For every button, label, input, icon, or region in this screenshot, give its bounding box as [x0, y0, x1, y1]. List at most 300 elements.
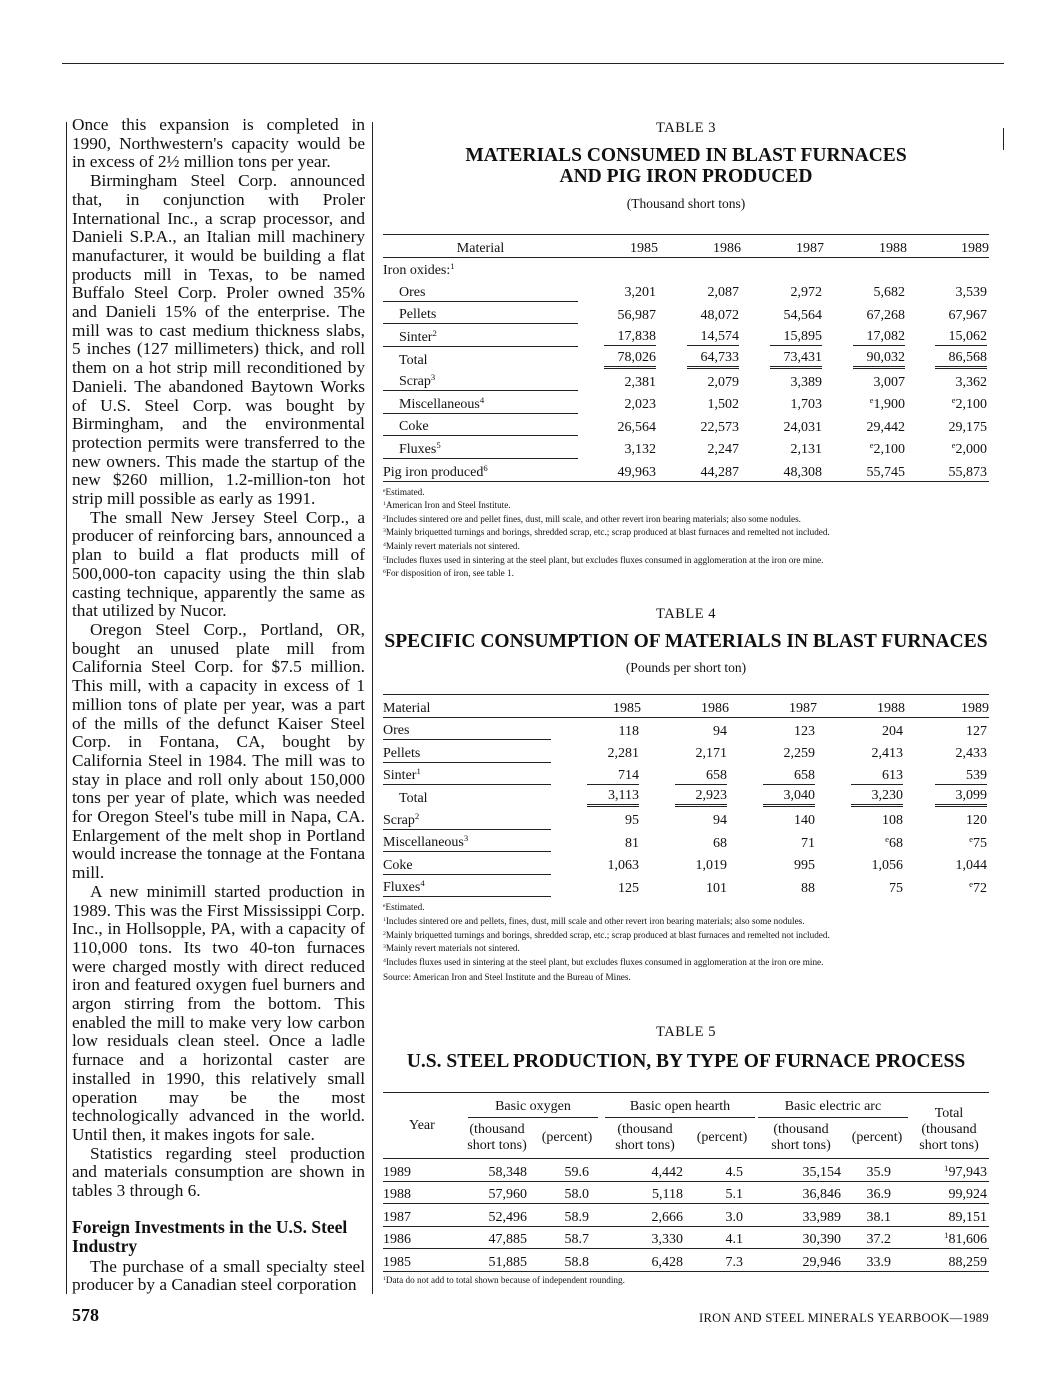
- row-label-text: Miscellaneous: [383, 835, 464, 851]
- value-text: 120: [966, 813, 987, 829]
- table5-group-header-row: [383, 1093, 989, 1119]
- value-text: 995: [794, 858, 815, 874]
- value-text: 29,175: [948, 419, 987, 435]
- cell-value: 35,154: [757, 1159, 845, 1182]
- row-label-text: Coke: [383, 857, 413, 873]
- value-text: 67,268: [866, 307, 905, 323]
- estimated-mark: e: [969, 833, 973, 844]
- footnote-mark: 2: [383, 930, 386, 937]
- value-text: 1,502: [707, 397, 739, 413]
- cell-value: [817, 829, 905, 852]
- value-text: 64,733: [687, 350, 739, 369]
- cell-value: 5,118: [603, 1181, 687, 1204]
- subheader-line: short tons): [771, 1138, 831, 1153]
- footnote-line: [383, 499, 989, 513]
- cell-value: 38.1: [845, 1204, 909, 1227]
- footnote-ref: 4: [479, 394, 485, 405]
- footnote-ref: 1: [944, 1230, 949, 1241]
- table-row: [383, 458, 989, 481]
- cell-value: [578, 391, 658, 414]
- row-label-text: Fluxes: [399, 441, 437, 457]
- cell-value: [578, 346, 658, 368]
- cell-value: [905, 762, 989, 785]
- cell-value: [905, 785, 989, 807]
- table5: [383, 1092, 989, 1272]
- table-row: [383, 301, 989, 324]
- value-text: 56,987: [617, 307, 656, 323]
- row-label-text: Scrap: [399, 374, 431, 390]
- row-label-text: Pellets: [383, 745, 421, 761]
- cell-value: 3.0: [687, 1204, 757, 1227]
- row-label: [383, 458, 578, 481]
- footnote-ref: 3: [430, 372, 436, 383]
- value-text: 88: [801, 880, 815, 896]
- footnote-ref: 1: [944, 1162, 949, 1173]
- cell-value: [907, 369, 989, 391]
- cell-value: [551, 740, 641, 763]
- cell-value: 36.9: [845, 1181, 909, 1204]
- cell-value: 89,151: [909, 1204, 989, 1227]
- cell-value: 5.1: [687, 1181, 757, 1204]
- cell-value: [905, 852, 989, 875]
- table4: [383, 694, 989, 897]
- value-text: 2,171: [695, 746, 727, 762]
- value-text: 2,433: [955, 746, 987, 762]
- row-label: [383, 436, 578, 459]
- cell-value: [741, 436, 824, 459]
- value-text: $^e$75: [969, 833, 987, 851]
- top-rule: [62, 63, 1004, 64]
- row-label: [383, 874, 551, 897]
- table-row: [383, 785, 989, 807]
- row-label-text: Miscellaneous: [399, 396, 480, 412]
- cell-value: [824, 413, 907, 436]
- cell-value: 35.9: [845, 1159, 909, 1182]
- cell-value: [729, 740, 817, 763]
- cell-value: [907, 391, 989, 414]
- value-text: 3,113: [587, 788, 639, 807]
- cell-value: [729, 874, 817, 897]
- value-text: 48,072: [700, 307, 739, 323]
- cell-value: [817, 785, 905, 807]
- cell-value: [578, 324, 658, 347]
- row-year: 1989: [383, 1159, 463, 1182]
- table-row: [383, 807, 989, 829]
- cell-value: [551, 874, 641, 897]
- footnote-mark: 6: [383, 568, 386, 575]
- row-year: 1985: [383, 1249, 463, 1272]
- footnote-text: Mainly briquetted turnings and borings, shredded scrap, etc.; scrap produced at blast furnaces and remelted not included.: [385, 527, 830, 538]
- value-text: 17,082: [853, 329, 905, 346]
- cell-value: [741, 301, 824, 324]
- cell-value: [551, 717, 641, 740]
- cell-value: [741, 369, 824, 391]
- table-row: [383, 1249, 989, 1272]
- table-row: [383, 1181, 989, 1204]
- footnote-ref: 5: [436, 440, 441, 451]
- footnote-line: [383, 956, 989, 970]
- footnote-mark: e: [383, 487, 386, 494]
- row-label-text: Pig iron produced: [383, 464, 484, 480]
- value-text: 1,063: [607, 858, 639, 874]
- cell-value: [641, 785, 729, 807]
- value-text: 14,574: [687, 329, 739, 346]
- cell-value: [907, 413, 989, 436]
- running-footer: IRON AND STEEL MINERALS YEARBOOK—1989: [698, 1311, 989, 1325]
- cell-value: [741, 346, 824, 368]
- value-text: 3,007: [873, 374, 905, 390]
- footnote-line: [383, 554, 989, 568]
- table3-group-label: [383, 257, 578, 279]
- cell-value: 58.9: [531, 1204, 603, 1227]
- left-text-column: [72, 116, 365, 1295]
- table-row: [383, 829, 989, 852]
- value-text: 68: [713, 835, 727, 851]
- cell-value: [817, 717, 905, 740]
- row-label-text: Sinter: [383, 768, 417, 784]
- cell-value: [907, 346, 989, 368]
- table3-block: [383, 120, 989, 581]
- footnote-text: Mainly revert materials not sintered.: [385, 943, 520, 954]
- cell-value: [578, 458, 658, 481]
- cell-value: [824, 279, 907, 301]
- footnote-mark: 4: [383, 541, 386, 548]
- value-text: 127: [966, 723, 987, 739]
- cell-value: [658, 391, 741, 414]
- body-paragraph: Statistics regarding steel production and materials consumption are shown in tables 3 through 6.: [72, 1143, 365, 1201]
- footnote-ref: 2: [432, 328, 437, 339]
- value-text: 2,079: [707, 374, 739, 390]
- row-label: [383, 391, 578, 414]
- cell-value: 30,390: [757, 1226, 845, 1249]
- table3-header-year: 1989: [961, 240, 989, 256]
- row-label: [383, 740, 551, 763]
- footnote-ref: 1: [416, 766, 421, 777]
- cell-value: [741, 391, 824, 414]
- row-label: [383, 785, 551, 807]
- cell-value: [641, 829, 729, 852]
- total-header-line: Total: [934, 1105, 964, 1121]
- value-text: 22,573: [700, 419, 739, 435]
- footnote-mark: 3: [383, 528, 386, 535]
- table5-header-group: [463, 1093, 603, 1119]
- value-text: 73,431: [770, 350, 822, 369]
- table3-title: [383, 145, 989, 187]
- cell-value: [641, 852, 729, 875]
- cell-value: 33.9: [845, 1249, 909, 1272]
- value-text: 2,087: [707, 285, 739, 301]
- table4-block: [383, 606, 989, 985]
- table3-unit: (Thousand short tons): [626, 196, 746, 211]
- cell-value: [905, 807, 989, 829]
- row-label-text: Ores: [383, 723, 410, 739]
- cell-value: $^1$97,943: [909, 1159, 989, 1182]
- value-text: 2,923: [675, 788, 727, 807]
- row-year: 1986: [383, 1226, 463, 1249]
- value-text: $^e$1,900: [869, 395, 905, 413]
- table4-header-year: 1988: [877, 700, 905, 716]
- cell-value: 58.0: [531, 1181, 603, 1204]
- table5-block: [383, 1024, 989, 1287]
- cell-value: [578, 436, 658, 459]
- cell-value: 29,946: [757, 1249, 845, 1272]
- row-label-text: Total: [399, 790, 428, 806]
- table5-subheader-row: [383, 1118, 989, 1159]
- value-text: 2,259: [783, 746, 815, 762]
- value-text: 78,026: [604, 350, 656, 369]
- cell-value: 6,428: [603, 1249, 687, 1272]
- group-label-text: Basic open hearth: [605, 1099, 755, 1118]
- footnote-line: [383, 526, 989, 540]
- value-text: 3,040: [763, 788, 815, 807]
- cell-value: [824, 324, 907, 347]
- footnote-line: [383, 513, 989, 527]
- value-text: 3,539: [955, 285, 987, 301]
- value-text: 2,023: [624, 397, 656, 413]
- table5-subheader-thousand: [757, 1118, 845, 1159]
- value-text: 94: [713, 723, 727, 739]
- cell-value: 88,259: [909, 1249, 989, 1272]
- cell-value: [741, 458, 824, 481]
- cell-value: 4.5: [687, 1159, 757, 1182]
- value-text: 17,838: [604, 329, 656, 346]
- estimated-mark: e: [951, 395, 956, 406]
- cell-value: [551, 807, 641, 829]
- table3-header-year: 1987: [796, 240, 824, 256]
- body-paragraph: The small New Jersey Steel Corp., a producer of reinforcing bars, announced a plan to build a flat products mill of 500,000-ton capacity using the thin slab casting technique, apparently the same as that utilized by Nucor.: [72, 507, 365, 621]
- table4-header-row: [383, 695, 989, 718]
- cell-value: [729, 717, 817, 740]
- table5-title: U.S. STEEL PRODUCTION, BY TYPE OF FURNACE PROCESS: [406, 1051, 966, 1072]
- row-label-text: Coke: [399, 419, 429, 435]
- table3-title-line1: MATERIALS CONSUMED IN BLAST FURNACES: [465, 145, 907, 166]
- cell-value: [817, 807, 905, 829]
- cell-value: [817, 740, 905, 763]
- row-label: [383, 829, 551, 852]
- row-label-text: Pellets: [399, 307, 437, 323]
- table5-header-total: [909, 1093, 989, 1159]
- cell-value: [905, 874, 989, 897]
- footnote-mark: e: [383, 903, 386, 910]
- cell-value: [817, 874, 905, 897]
- cell-value: [641, 740, 729, 763]
- cell-value: [907, 436, 989, 459]
- table3-header-year: 1988: [879, 240, 907, 256]
- value-text: 2,247: [707, 442, 739, 458]
- table4-header-year: 1986: [701, 700, 729, 716]
- subheader-line: short tons): [615, 1138, 675, 1153]
- value-text: 125: [618, 880, 639, 896]
- table4-header-year: 1985: [613, 700, 641, 716]
- value-text: 123: [794, 723, 815, 739]
- cell-value: $^1$81,606: [909, 1226, 989, 1249]
- table4-header-year: 1987: [789, 700, 817, 716]
- footnote-line: [383, 567, 989, 581]
- value-text: 658: [675, 768, 727, 785]
- value-text: 3,362: [955, 374, 987, 390]
- value-text: 90,032: [853, 350, 905, 369]
- row-label-text: Total: [399, 352, 428, 368]
- row-label-text: Sinter: [399, 329, 433, 345]
- body-paragraph: The purchase of a small specialty steel producer by a Canadian steel corporation: [72, 1256, 365, 1295]
- cell-value: [658, 436, 741, 459]
- cell-value: 4.1: [687, 1226, 757, 1249]
- group-label-text: Iron oxides:: [383, 263, 451, 279]
- table5-footnote: [383, 1274, 989, 1288]
- value-text: 71: [801, 835, 815, 851]
- table-row: [383, 1226, 989, 1249]
- cell-value: [551, 762, 641, 785]
- table3-header-row: [383, 235, 989, 258]
- value-text: 48,308: [783, 464, 822, 480]
- value-text: 2,131: [790, 442, 822, 458]
- footnote-mark: 1: [383, 1275, 386, 1282]
- table3-header-year: 1986: [713, 240, 741, 256]
- table-row: [383, 436, 989, 459]
- table-row: [383, 762, 989, 785]
- right-column-rule: [1003, 128, 1004, 150]
- value-text: 1,044: [955, 858, 987, 874]
- estimated-mark: e: [951, 440, 956, 451]
- value-text: 2,972: [790, 285, 822, 301]
- total-header-line: (thousand: [921, 1121, 977, 1137]
- footnote-text: American Iron and Steel Institute.: [385, 500, 511, 511]
- table-row: [383, 874, 989, 897]
- cell-value: [658, 458, 741, 481]
- cell-value: [551, 829, 641, 852]
- footnote-text: Mainly briquetted turnings and borings, shredded scrap, etc.; scrap produced at blast furnaces and remelted not included.: [385, 929, 830, 940]
- footnote-line: [383, 540, 989, 554]
- cell-value: 4,442: [603, 1159, 687, 1182]
- group-label-text: Basic oxygen: [468, 1099, 598, 1118]
- table-row: [383, 740, 989, 763]
- row-label-text: Fluxes: [383, 880, 421, 896]
- footnote-line: [383, 915, 989, 929]
- row-label: [383, 369, 578, 391]
- value-text: $^e$2,100: [951, 395, 987, 413]
- total-header-line: short tons): [919, 1137, 979, 1153]
- table3-footnotes: [383, 486, 989, 581]
- row-label: [383, 413, 578, 436]
- value-text: $^e$2,000: [951, 440, 987, 458]
- footnote-text: Includes fluxes used in sintering at the steel plant, but excludes fluxes consumed in agglomeration at the iron ore mine.: [385, 956, 824, 967]
- value-text: $^e$72: [969, 879, 987, 896]
- footnote-ref: 2: [414, 810, 420, 821]
- cell-value: [824, 391, 907, 414]
- table-row: [383, 852, 989, 875]
- value-text: 539: [935, 768, 987, 785]
- table-row: [383, 1204, 989, 1227]
- subheader-line: (thousand: [617, 1122, 673, 1137]
- estimated-mark: e: [869, 440, 874, 451]
- cell-value: [741, 324, 824, 347]
- value-text: 26,564: [617, 419, 656, 435]
- row-label: [383, 852, 551, 875]
- value-text: 2,381: [624, 374, 656, 390]
- footnote-ref: 6: [483, 462, 488, 473]
- cell-value: [824, 458, 907, 481]
- table3-header-material: Material: [456, 240, 505, 256]
- cell-value: [658, 369, 741, 391]
- value-text: 118: [618, 723, 639, 739]
- footnote-mark: 1: [383, 916, 386, 923]
- row-label: [383, 762, 551, 785]
- value-text: 67,967: [948, 307, 987, 323]
- value-text: 1,703: [790, 397, 822, 413]
- cell-value: [578, 301, 658, 324]
- cell-value: 58.8: [531, 1249, 603, 1272]
- value-text: 24,031: [783, 419, 822, 435]
- cell-value: [551, 785, 641, 807]
- table5-subheader-thousand: [603, 1118, 687, 1159]
- row-label: [383, 717, 551, 740]
- cell-value: 51,885: [463, 1249, 531, 1272]
- cell-value: [578, 413, 658, 436]
- table5-subheader-percent: (percent): [696, 1130, 748, 1145]
- middle-column-rule: [372, 122, 373, 1294]
- table4-title: SPECIFIC CONSUMPTION OF MATERIALS IN BLAST FURNACES: [384, 631, 988, 652]
- cell-value: 57,960: [463, 1181, 531, 1204]
- footnote-line: [383, 486, 989, 500]
- footnote-mark: 5: [383, 555, 386, 562]
- value-text: $^e$2,100: [869, 440, 905, 458]
- value-text: 3,099: [935, 788, 987, 807]
- cell-value: 58,348: [463, 1159, 531, 1182]
- value-text: 2,281: [607, 746, 639, 762]
- table-row: [383, 717, 989, 740]
- footnote-ref: 4: [420, 878, 425, 889]
- table-row: [383, 279, 989, 301]
- value-text: 204: [882, 723, 903, 739]
- cell-value: [551, 852, 641, 875]
- value-text: 86,568: [935, 350, 987, 369]
- value-text: 55,873: [948, 464, 987, 480]
- cell-value: [741, 279, 824, 301]
- body-paragraph: A new minimill started production in 1989. This was the First Mississippi Corp. Inc., in Hollsopple, PA, with a capacity of 110,000 tons. Its two 40-ton furnaces were charged mostly with direct reduced iron and featured oxygen fuel burners and argon stirring from the bottom. This enabled the mill to make very low carbon low residuals clean steel. Once a ladle furnace and a horizontal caster are installed in 1990, this relatively small operation may be the most technologically advanced in the world. Until then, it makes ingots for sale.: [72, 881, 365, 1144]
- cell-value: [658, 301, 741, 324]
- cell-value: [729, 829, 817, 852]
- value-text: 140: [794, 813, 815, 829]
- group-label-text: Basic electric arc: [758, 1099, 908, 1118]
- subheader-line: short tons): [467, 1138, 527, 1153]
- row-label: [383, 324, 578, 347]
- value-text: 49,963: [617, 464, 656, 480]
- table5-header-group: [757, 1093, 909, 1119]
- cell-value: [824, 346, 907, 368]
- cell-value: 2,666: [603, 1204, 687, 1227]
- value-text: 94: [713, 813, 727, 829]
- footnote-text: Estimated.: [385, 486, 425, 497]
- cell-value: [907, 279, 989, 301]
- subheader-line: (thousand: [773, 1122, 829, 1137]
- footnote-ref: 1: [450, 261, 455, 272]
- table-row: [383, 413, 989, 436]
- value-text: 81: [625, 835, 639, 851]
- footnote-text: Estimated.: [385, 902, 425, 913]
- cell-value: [729, 785, 817, 807]
- value-text: 3,230: [851, 788, 903, 807]
- cell-value: [907, 301, 989, 324]
- value-text: 1,019: [695, 858, 727, 874]
- table4-footnotes: [383, 901, 989, 969]
- cell-value: [824, 436, 907, 459]
- value-text: 95: [625, 813, 639, 829]
- table5-subheader-thousand: [463, 1118, 531, 1159]
- cell-value: [907, 324, 989, 347]
- estimated-mark: e: [969, 879, 973, 890]
- value-text: 3,201: [624, 285, 656, 301]
- table3-number: TABLE 3: [656, 120, 716, 136]
